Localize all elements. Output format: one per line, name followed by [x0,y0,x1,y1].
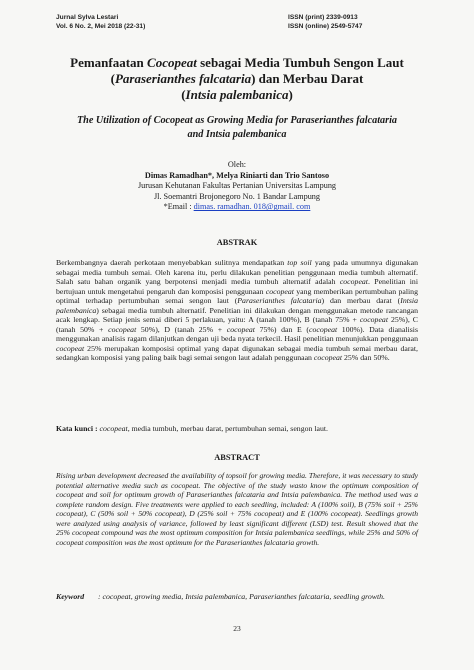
journal-header-right [288,14,362,31]
by-label: Oleh: [227,160,247,169]
english-title: The Utilization of Cocopeat as Growing Media for Paraserianthes falcataria and Intsia palembanica [76,115,398,140]
abstrak-text: Berkembangnya daerah perkotaan menyebabkan sulitnya mendapatkan top soil yang pada umumnya digunakan sebagai media tumbuh semai. Oleh karena itu, perlu dilakukan penelitian penggunaan media tumbuh alternatif. Salah satu bahan organik yang berpotensi menjadi media tumbuh alternatif adalah cocopeat. Penelitian ini bertujuan untuk mengetahui pengaruh dan komposisi penggunaan cocopeat yang memberikan pertumbuhan paling optimal terhadap pertumbuhan semai sengon laut (Paraserianthes falcataria) dan merbau darat (Intsia palembanica) sebagai media tumbuh alternatif. Penelitian ini dilakukan dengan menggunakan metode rancangan acak lengkap. Setiap jenis semai diberi 5 perlakuan, yaitu: A (tanah 100%), B (tanah 75% + cocopeat 25%), C (tanah 50% + cocopeat 50%), D (tanah 25% + cocopeat 75%) dan E (cocopeat 100%). Data dianalisis menggunakan analisis ragam dilanjutkan dengan uji beda nyata terkecil. Hasil penelitian menunjukkan penggunaan cocopeat 25% merupakan komposisi optimal yang dapat digunakan sebagai media tumbuh semai merbau darat, sedangkan komposisi yang paling baik bagi semai sengon laut adalah penggunaan cocopeat 25% dan 50%. [56,258,418,363]
author-names: Dimas Ramadhan*, Melya Riniarti dan Trio Santoso [144,170,330,180]
journal-header-left [56,14,145,31]
abstract-heading: ABSTRACT [214,453,260,462]
email-link[interactable]: dimas. ramadhan. 018@gmail. com [193,202,311,212]
abstrak-heading: ABSTRAK [216,238,258,247]
keyword-text: : cocopeat, growing media, Intsia palembanica, Paraserianthes falcataria, seedling growth. [98,592,386,601]
issn-print: ISSN (print) 2339-0913 [288,14,358,21]
journal-volume: Vol. 6 No. 2, Mei 2018 (22-31) [56,22,146,30]
author-block [40,160,434,213]
keyword-label: Keyword [56,592,85,601]
journal-name: Jurnal Sylva Lestari [56,14,119,21]
email-line: *Email : dimas. ramadhan. 018@gmail. com [163,202,311,212]
abstract-text: Rising urban development decreased the availability of topsoil for growing media. Therefore, it was necessary to study potential alternative media such as cocopeat. The objective of the study wasto know the optimum composition of cocopeat and soil for optimum growth of Paraserianthes falcataria and Intsia palembanica. The method used was a complete random design. Five treatments were applied to each seedling, included: A (100% soil), B (75% soil + 25% cocopeat), C (50% soil + 50% cocopeat), D (25% soil + 75% cocopeat) and E (100% cocopeat). Seedlings growth were analyzed using analysis of variance, followed by least significant different (LSD) test. Result showed that the 25% cocopeat compound was the most optimum composition for Intsia palembanica seedlings, while 25% and 50% of cocopeat composition was the most optimum for the Paraserianthes falcataria growth. [56,471,418,547]
issn-online: ISSN (online) 2549-5747 [288,22,363,30]
keyword-line [56,592,418,602]
kata-kunci: Kata kunci : cocopeat, media tumbuh, merbau darat, pertumbuhan semai, sengon laut. [56,424,328,433]
paper-title: Pemanfaatan Cocopeat sebagai Media Tumbuh Sengon Laut (Paraserianthes falcataria) dan Merbau Darat (Intsia palembanica) [70,55,404,102]
address: Jl. Soemantri Brojonegoro No. 1 Bandar Lampung [154,191,320,201]
affiliation: Jurusan Kehutanan Fakultas Pertanian Universitas Lampung [137,181,337,191]
page-number: 23 [233,624,241,633]
